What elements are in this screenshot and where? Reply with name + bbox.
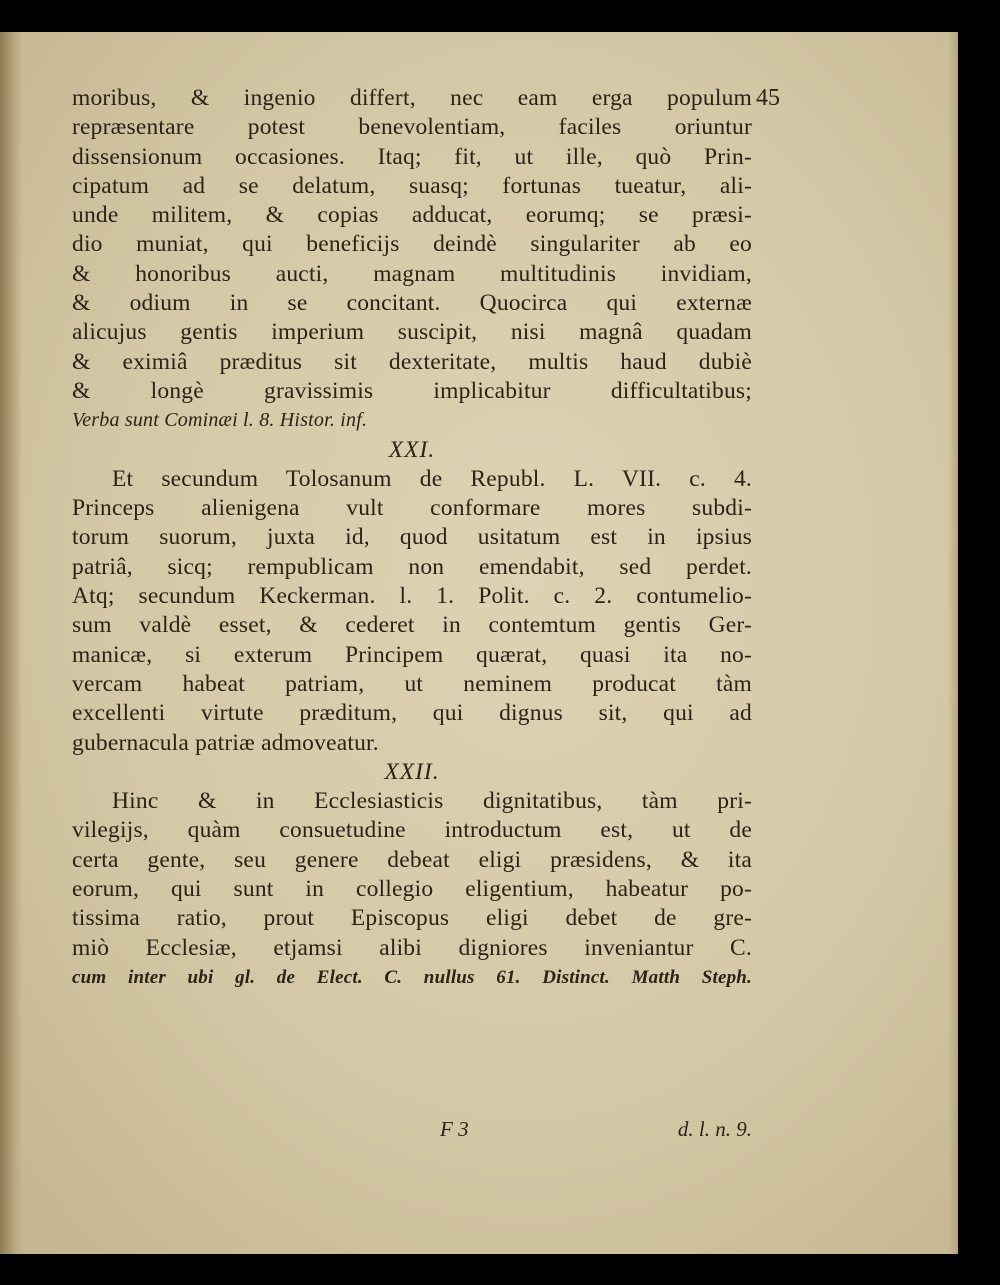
text-line: alicujus gentis imperium suscipit, nisi magnâ quadam — [72, 319, 752, 346]
text-line: manicæ, si exterum Principem quærat, quasi ita no- — [72, 641, 752, 668]
text-line: Verba sunt Cominæi l. 8. Histor. inf. — [72, 409, 368, 432]
text-line: gubernacula patriæ admoveatur. — [72, 729, 379, 756]
text-line: excellenti virtute præditum, qui dignus sit, qui ad — [72, 700, 752, 727]
section-heading: XXI. — [388, 436, 436, 463]
text-line: vilegijs, quàm consuetudine introductum est, ut de — [72, 817, 752, 844]
catchword: d. l. n. 9. — [677, 1117, 752, 1141]
text-line: & eximiâ præditus sit dexteritate, multis haud dubiè — [72, 348, 752, 375]
text-line: Hinc & in Ecclesiasticis dignitatibus, tàm pri- — [112, 788, 752, 815]
text-line: cum inter ubi gl. de Elect. C. nullus 61. Distinct. Matth Steph. — [72, 966, 752, 988]
text-line: & honoribus aucti, magnam multitudinis invidiam, — [72, 260, 752, 287]
text-line: tissima ratio, prout Episcopus eligi debet de gre- — [72, 905, 752, 932]
page-edge — [948, 32, 958, 1254]
text-line: moribus, & ingenio differt, nec eam erga populum — [72, 85, 752, 111]
text-line: vercam habeat patriam, ut neminem producat tàm — [72, 670, 752, 697]
text-line: eorum, qui sunt in collegio eligentium, habeatur po- — [72, 876, 752, 903]
text-line: & longè gravissimis implicabitur difficultatibus; — [72, 377, 752, 404]
text-line: Et secundum Tolosanum de Republ. L. VII. c. 4. — [112, 465, 752, 492]
text-line: repræsentare potest benevolentiam, faciles oriuntur — [72, 114, 752, 141]
text-line: dio muniat, qui beneficijs deindè singulariter ab eo — [72, 231, 752, 258]
text-line: dissensionum occasiones. Itaq; fit, ut ille, quò Prin- — [72, 143, 752, 170]
section-heading: XXII. — [384, 758, 440, 785]
text-line: patriâ, sicq; rempublicam non emendabit, sed perdet. — [72, 553, 752, 580]
page-gutter-shadow — [0, 32, 22, 1254]
page-footer — [72, 1115, 752, 1144]
text-line: miò Ecclesiæ, etjamsi alibi digniores inveniantur C. — [72, 934, 752, 961]
page-number: 45 — [756, 85, 780, 111]
text-line: unde militem, & copias adducat, eorumq; se præsi- — [72, 202, 752, 229]
text-line: Princeps alienigena vult conformare mores subdi- — [72, 495, 752, 522]
text-line: sum valdè esset, & cederet in contemtum gentis Ger- — [72, 612, 752, 639]
text-line: torum suorum, juxta id, quod usitatum est in ipsius — [72, 524, 752, 551]
text-line: cipatum ad se delatum, suasq; fortunas tueatur, ali- — [72, 172, 752, 199]
book-page — [0, 32, 958, 1254]
text-line: certa gente, seu genere debeat eligi præsidens, & ita — [72, 846, 752, 873]
body-text — [72, 84, 752, 992]
signature-mark: F 3 — [440, 1117, 469, 1141]
text-line: Atq; secundum Keckerman. l. 1. Polit. c. 2. contumelio- — [72, 583, 752, 610]
text-line: & odium in se concitant. Quocirca qui externæ — [72, 290, 752, 317]
